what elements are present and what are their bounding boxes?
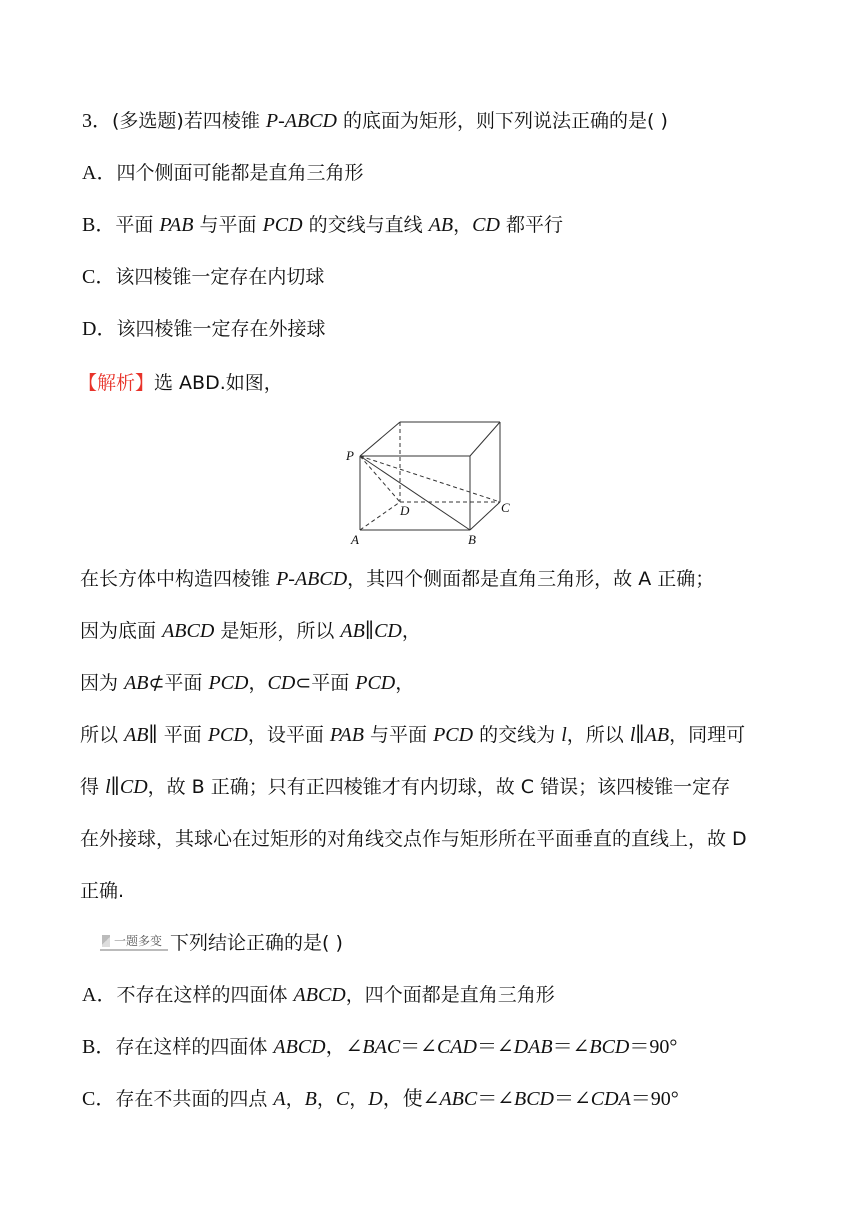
math-var: ABCD: [293, 984, 346, 1006]
math-op: ＝90°: [629, 1036, 678, 1058]
math-var: ABCD: [162, 620, 215, 642]
math-var: B: [304, 1088, 317, 1110]
option-text: 的交线与直线: [308, 214, 423, 236]
math-var: D: [368, 1088, 383, 1110]
math-var: CDA: [590, 1088, 631, 1110]
hidden-edge-ad: [360, 502, 400, 530]
analysis-label: 【解析】: [78, 372, 155, 394]
analysis-text: 的交线为: [479, 724, 556, 746]
math-op: ＝∠: [554, 1088, 591, 1110]
math-var: PAB: [159, 214, 194, 236]
variant-option-b: [82, 1034, 677, 1060]
option-letter: B．: [82, 214, 116, 236]
stem-text: 若四棱锥: [183, 110, 260, 132]
analysis-text: 与平面: [370, 724, 428, 746]
option-text: 该四棱锥一定存在外接球: [116, 318, 326, 340]
label-c: C: [501, 500, 510, 515]
math-var: AB∥: [124, 724, 158, 746]
math-var: CD: [472, 214, 500, 236]
option-d: [82, 316, 325, 342]
option-a: [82, 160, 363, 186]
option-letter: A．: [82, 984, 117, 1006]
option-text: ，: [349, 1088, 369, 1110]
math-var: CD: [267, 672, 296, 694]
math-op: ＝∠: [476, 1036, 514, 1058]
analysis-text: ，所以: [566, 724, 624, 746]
analysis-line-7: [80, 878, 124, 904]
edge-pb: [360, 456, 470, 530]
variant-option-c: [82, 1086, 679, 1112]
option-text: 四个侧面可能都是直角三角形: [116, 162, 364, 184]
analysis-text: 在长方体中构造四棱锥: [80, 568, 271, 590]
math-var: PCD: [208, 672, 249, 694]
analysis-text: ，同理可: [669, 724, 746, 746]
math-op: ＝∠: [477, 1088, 514, 1110]
option-text: ，四个面都是直角三角形: [345, 984, 555, 1006]
option-text: 不存在这样的四面体: [116, 984, 288, 1006]
math-var: BCD: [514, 1088, 554, 1110]
math-var: ABC: [439, 1088, 478, 1110]
math-var: DAB: [513, 1036, 553, 1058]
analysis-line-4: [80, 722, 745, 748]
stem-text: 的底面为矩形，则下列说法正确的是( ): [343, 110, 668, 132]
math-var: P-ABCD: [276, 568, 348, 590]
option-letter: C．: [82, 1088, 116, 1110]
math-op: ，使∠: [382, 1088, 440, 1110]
math-op: ＝90°: [630, 1088, 679, 1110]
analysis-header: [78, 370, 283, 396]
variant-stem: [100, 930, 343, 956]
analysis-text: 是矩形，所以: [220, 620, 335, 642]
math-op: ＝∠: [552, 1036, 590, 1058]
variant-badge: 一题多变: [100, 933, 168, 951]
problem-stem: [82, 108, 668, 134]
variant-stem-text: 下列结论正确的是( ): [170, 932, 343, 954]
analysis-text: 所以: [80, 724, 119, 746]
analysis-line-3: [80, 670, 414, 696]
option-letter: D．: [82, 318, 117, 340]
analysis-text: 因为底面: [80, 620, 157, 642]
analysis-text: ，: [401, 620, 421, 642]
math-var: PCD: [262, 214, 303, 236]
math-var: l: [561, 724, 567, 746]
math-var: AB∥CD: [340, 620, 402, 642]
option-text: ，: [316, 1088, 336, 1110]
math-var: l∥CD: [105, 776, 148, 798]
option-b: [82, 212, 563, 238]
variant-option-a: [82, 982, 555, 1008]
analysis-text: 正确.: [80, 880, 125, 902]
math-var: AB: [428, 214, 454, 236]
math-op: ，∠: [325, 1036, 363, 1058]
option-text: ，: [453, 214, 473, 236]
math-var: CAD: [436, 1036, 477, 1058]
label-d: D: [400, 503, 410, 518]
option-text: 存在不共面的四点: [115, 1088, 268, 1110]
edge-top-left: [360, 422, 400, 456]
analysis-text: ，: [395, 672, 415, 694]
math-var: BCD: [589, 1036, 630, 1058]
problem-tag: (多选题): [112, 110, 184, 132]
math-var: PAB: [329, 724, 364, 746]
option-text: 存在这样的四面体: [115, 1036, 268, 1058]
edge-top-right: [470, 422, 500, 456]
math-var: PCD: [207, 724, 248, 746]
math-var: BAC: [362, 1036, 401, 1058]
analysis-line-5: [80, 774, 730, 800]
cuboid-figure: [340, 412, 520, 552]
analysis-answer: 选 ABD.如图，: [154, 372, 283, 394]
analysis-text: ，其四个侧面都是直角三角形，故 A 正确；: [347, 568, 715, 590]
option-c: [82, 264, 324, 290]
edge-bc: [470, 502, 500, 530]
math-var: A: [273, 1088, 286, 1110]
option-text: 都平行: [506, 214, 564, 236]
analysis-line-6: [80, 826, 747, 852]
math-op: ＝∠: [400, 1036, 437, 1058]
analysis-text: 平面: [163, 724, 202, 746]
math-var: PCD: [433, 724, 474, 746]
math-var: C: [335, 1088, 350, 1110]
hidden-edge-pc: [360, 456, 500, 502]
pyramid-name: P-ABCD: [265, 110, 337, 132]
option-text: ，: [285, 1088, 305, 1110]
analysis-text: 因为: [80, 672, 119, 694]
math-var: PCD: [355, 672, 396, 694]
math-var: ABCD: [273, 1036, 326, 1058]
label-a: A: [351, 532, 359, 547]
analysis-text: 得: [80, 776, 100, 798]
option-text: 该四棱锥一定存在内切球: [115, 266, 325, 288]
analysis-text: ⊄平面: [148, 672, 203, 694]
option-text: 平面: [115, 214, 154, 236]
analysis-text: ，: [248, 672, 268, 694]
analysis-line-1: [80, 566, 714, 592]
label-p: P: [346, 448, 354, 463]
analysis-text: ⊂平面: [295, 672, 350, 694]
analysis-text: ，设平面: [247, 724, 324, 746]
option-letter: A．: [82, 162, 117, 184]
option-letter: B．: [82, 1036, 116, 1058]
label-b: B: [468, 532, 476, 547]
option-text: 与平面: [199, 214, 257, 236]
option-letter: C．: [82, 266, 116, 288]
math-var: l∥AB: [629, 724, 670, 746]
math-var: AB: [124, 672, 149, 694]
analysis-line-2: [80, 618, 421, 644]
problem-number: 3．: [82, 110, 112, 132]
analysis-text: ，故 B 正确；只有正四棱锥才有内切球，故 C 错误；该四棱锥一定存: [147, 776, 731, 798]
analysis-text: 在外接球，其球心在过矩形的对角线交点作与矩形所在平面垂直的直线上，故 D: [80, 828, 747, 850]
